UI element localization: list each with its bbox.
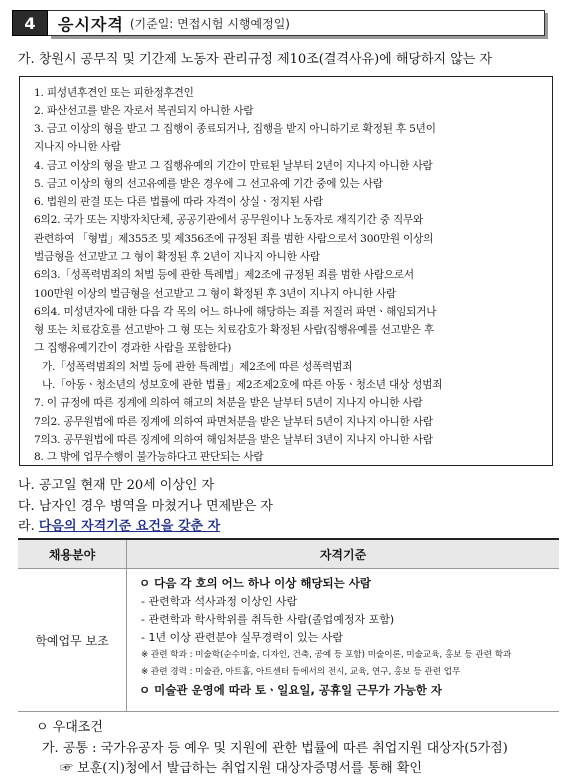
disqualification-item: 6의4. 미성년자에 대한 다음 각 목의 어느 하나에 해당하는 죄를 저질러 파면ㆍ해임되거나 — [34, 306, 437, 318]
disqualification-item: 지나지 아니한 사람 — [34, 141, 121, 153]
preference-note: ☞ 보훈(지)청에서 발급하는 취업지원 대상자증명서를 통해 확인 — [60, 761, 422, 776]
criteria-line: - 관련학과 학사학위를 취득한 사람(졸업예정자 포함) — [141, 613, 395, 626]
section-subtitle: (기준일: 면접시험 시행예정일) — [129, 16, 290, 31]
table-header-row — [18, 539, 559, 569]
disqualification-item: 벌금형을 선고받고 그 형이 확정된 후 2년이 지나지 아니한 사람 — [34, 251, 320, 263]
criteria-line: ㅇ 다음 각 호의 어느 하나 이상 해당되는 사람 — [139, 576, 371, 590]
criteria-cell — [127, 569, 560, 712]
qualification-table — [18, 538, 559, 712]
table-header-criteria: 자격기준 — [127, 539, 560, 569]
qualification-criteria-link[interactable]: 다음의 자격기준 요건을 갖춘 자 — [38, 519, 221, 534]
disqualification-item: 1. 피성년후견인 또는 피한정후견인 — [34, 87, 194, 99]
section-header — [12, 10, 545, 36]
criteria-line: - 관련학과 석사과정 이상인 사람 — [141, 595, 298, 608]
section-title-box — [48, 10, 545, 36]
table-header-field: 채용분야 — [18, 539, 127, 569]
disqualification-item: 2. 파산선고를 받은 자로서 복권되지 아니한 사람 — [34, 105, 254, 117]
criteria-note: ※ 관련 경력 : 미술관, 아트홀, 아트센터 등에서의 전시, 교육, 연구, 홍보 등 관련 업무 — [141, 667, 461, 677]
field-cell: 학예업무 보조 — [18, 569, 127, 712]
criteria-line: - 1년 이상 관련분야 실무경력이 있는 사람 — [141, 631, 343, 644]
disqualification-item: 그 집행유예기간이 경과한 사람을 포함한다) — [34, 342, 232, 354]
disqualification-item: 6의3.「성폭력범죄의 처벌 등에 관한 특례법」제2조에 규정된 죄를 범한 사람으로서 — [34, 269, 414, 281]
disqualification-item: 100만원 이상의 벌금형을 선고받고 그 형이 확정된 후 3년이 지나지 아니한 사람 — [34, 288, 397, 300]
disqualification-item: 6. 법원의 판결 또는 다른 법률에 따라 자격이 상실ㆍ정지된 사람 — [34, 196, 324, 208]
disqualification-item: 형 또는 치료감호를 선고받아 그 형 또는 치료감호가 확정된 사람(집행유예를 선고받은 후 — [34, 324, 434, 336]
section-number: 4 — [12, 10, 48, 36]
section-title: 응시자격 — [58, 14, 124, 34]
disqualification-subitem: 가.「성폭력범죄의 처벌 등에 관한 특례법」제2조에 따른 성폭력범죄 — [42, 361, 353, 373]
disqualification-subitem: 나.「아동ㆍ청소년의 성보호에 관한 법률」제2조제2호에 따른 아동ㆍ청소년 대상 성범죄 — [42, 379, 443, 391]
disqualification-item: 6의2. 국가 또는 지방자치단체, 공공기관에서 공무원이나 노동자로 재직기간 중 직무와 — [34, 214, 424, 226]
qualification-ga: 가. 창원시 공무직 및 기간제 노동자 관리규정 제10조(결격사유)에 해당하지 않는 자 — [18, 52, 492, 67]
qualification-da: 다. 남자인 경우 병역을 마쳤거나 면제받은 자 — [18, 499, 273, 514]
preference-common: 가. 공통 : 국가유공자 등 예우 및 지원에 관한 법률에 따른 취업지원 대상자(5가점) — [42, 741, 508, 756]
qualification-na: 나. 공고일 현재 만 20세 이상인 자 — [18, 478, 215, 493]
disqualification-item: 4. 금고 이상의 형을 받고 그 집행유예의 기간이 만료된 날부터 2년이 지나지 아니한 사람 — [34, 160, 433, 172]
disqualification-item: 7의2. 공무원법에 따른 징계에 의하여 파면처분을 받은 날부터 5년이 지나지 아니한 사람 — [34, 416, 433, 428]
disqualification-item: 8. 그 밖에 업무수행이 불가능하다고 판단되는 사람 — [34, 451, 264, 463]
qualification-ra-prefix: 라. — [18, 519, 39, 534]
criteria-note: ※ 관련 학과 : 미술학(순수미술, 디자인, 건축, 공예 등 포함) 미술이론, 미술교육, 홍보 등 관련 학과 — [141, 650, 512, 660]
disqualification-item: 관련하여 「형법」제355조 및 제356조에 규정된 죄를 범한 사람으로서 300만원 이상의 — [34, 233, 434, 245]
preference-title: ㅇ 우대조건 — [36, 720, 103, 735]
disqualification-item: 7. 이 규정에 따른 징계에 의하여 해고의 처분을 받은 날부터 5년이 지나지 아니한 사람 — [34, 397, 423, 409]
disqualification-item: 5. 금고 이상의 형의 선고유예를 받은 경우에 그 선고유예 기간 중에 있는 사람 — [34, 178, 383, 190]
qualification-ra — [18, 515, 220, 534]
disqualification-item: 3. 금고 이상의 형을 받고 그 집행이 종료되거나, 집행을 받지 아니하기로 확정된 후 5년이 — [34, 123, 436, 135]
table-row — [18, 569, 559, 712]
criteria-line: ㅇ 미술관 운영에 따라 토ㆍ일요일, 공휴일 근무가 가능한 자 — [139, 683, 443, 697]
disqualification-item: 7의3. 공무원법에 따른 징계에 의하여 해임처분을 받은 날부터 3년이 지나지 아니한 사람 — [34, 434, 433, 446]
disqualification-box — [19, 76, 553, 466]
